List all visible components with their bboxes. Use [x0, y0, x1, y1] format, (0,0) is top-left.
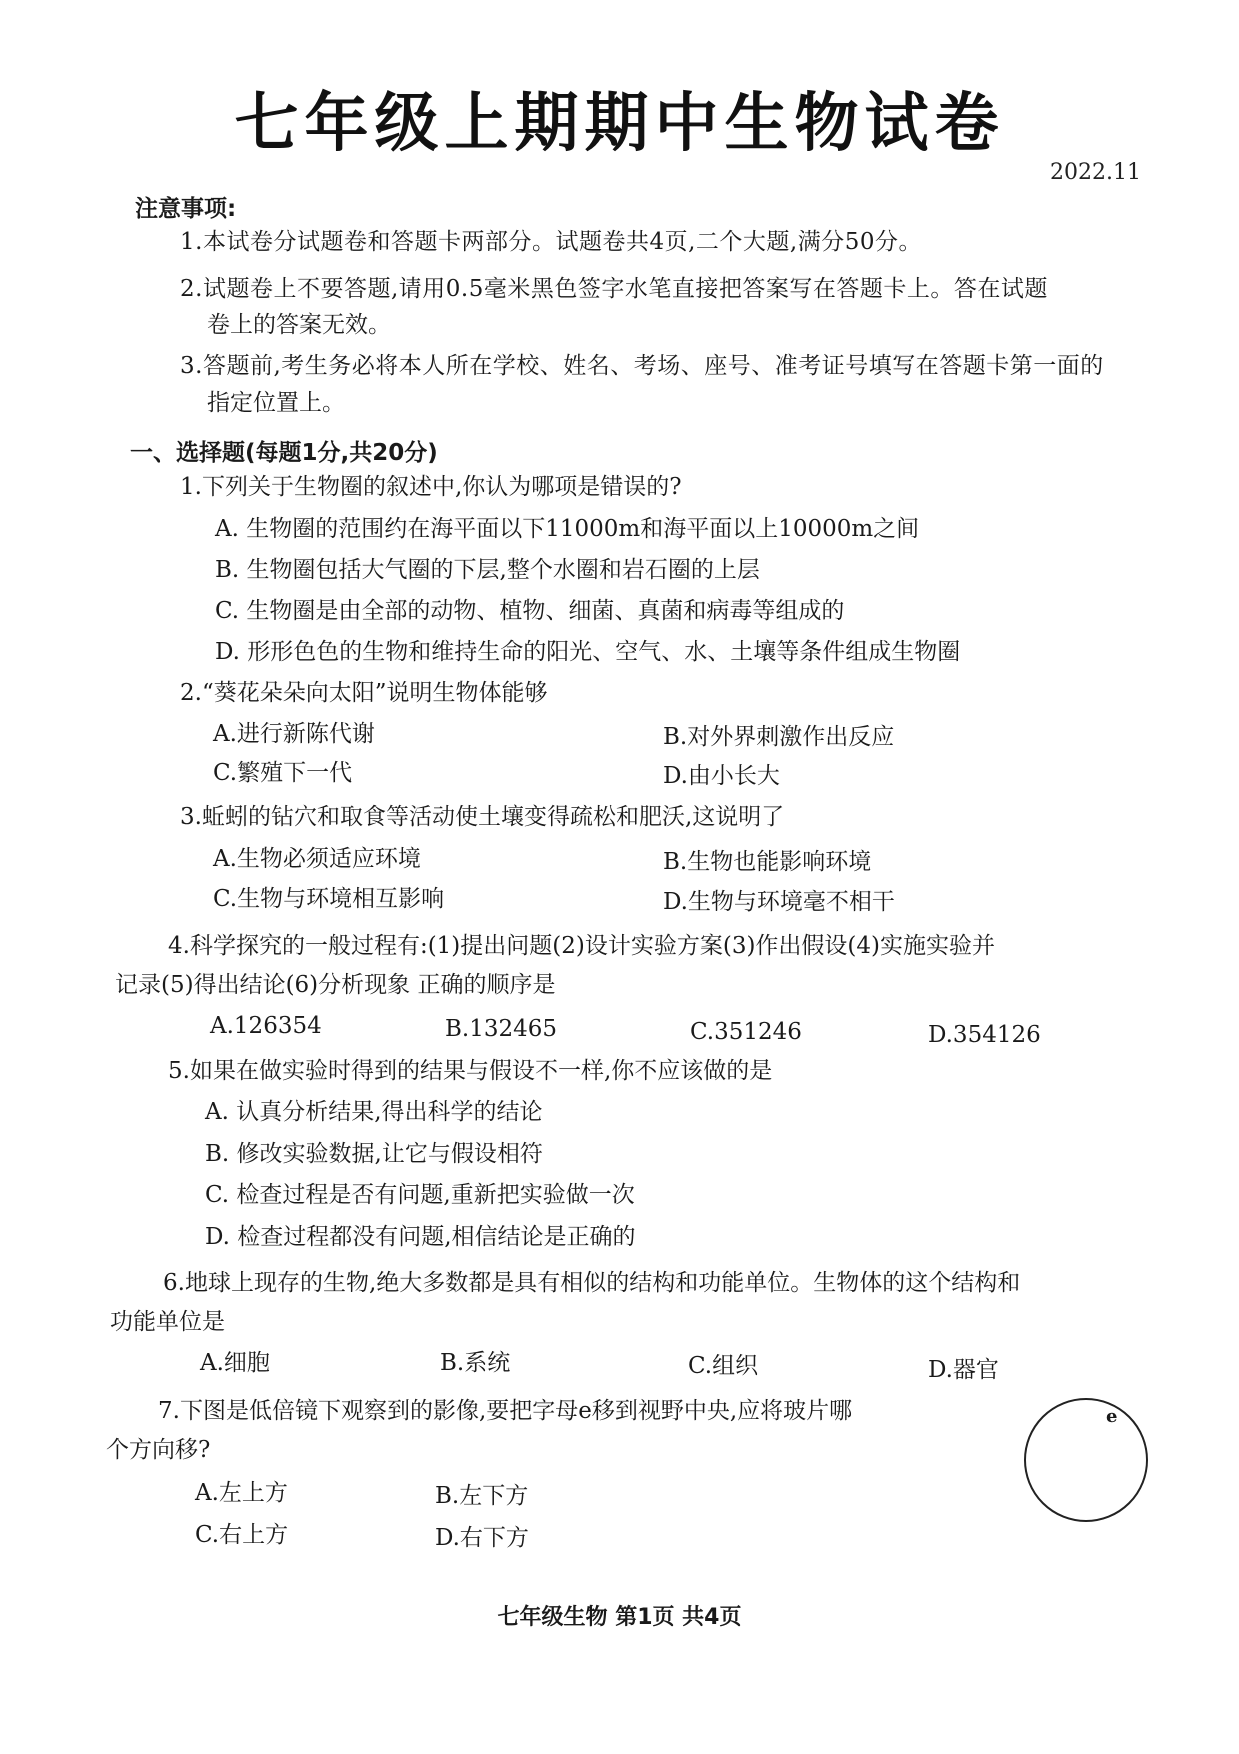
note-item: 指定位置上。: [207, 390, 345, 416]
question-4-option-a: A.126354: [210, 1013, 322, 1039]
question-2-option-c: C.繁殖下一代: [213, 760, 353, 786]
question-6-option-c: C.组织: [688, 1353, 759, 1379]
note-item: 1.本试卷分试题卷和答题卡两部分。试题卷共4页,二个大题,满分50分。: [180, 229, 922, 255]
question-4-stem-cont: 记录(5)得出结论(6)分析现象 正确的顺序是: [115, 972, 556, 998]
question-7-stem-cont: 个方向移?: [106, 1437, 211, 1463]
exam-date: 2022.11: [1050, 160, 1141, 185]
question-5-option-b: B. 修改实验数据,让它与假设相符: [205, 1141, 543, 1167]
question-6-option-a: A.细胞: [200, 1350, 270, 1376]
notes-heading: 注意事项:: [135, 196, 237, 222]
note-item: 2.试题卷上不要答题,请用0.5毫米黑色签字水笔直接把答案写在答题卡上。答在试题: [180, 276, 1048, 302]
page-title: 七年级上期期中生物试卷: [234, 87, 1005, 161]
question-6-option-d: D.器官: [928, 1357, 999, 1383]
question-2-stem: 2.“葵花朵朵向太阳”说明生物体能够: [180, 680, 548, 706]
question-3-option-b: B.生物也能影响环境: [663, 849, 872, 875]
question-7-option-c: C.右上方: [195, 1522, 289, 1548]
question-5-stem: 5.如果在做实验时得到的结果与假设不一样,你不应该做的是: [168, 1058, 773, 1084]
question-6-stem-cont: 功能单位是: [110, 1309, 225, 1335]
question-2-option-d: D.由小长大: [663, 763, 780, 789]
question-1-option-a: A. 生物圈的范围约在海平面以下11000m和海平面以上10000m之间: [215, 516, 920, 542]
section-heading: 一、选择题(每题1分,共20分): [130, 440, 438, 466]
question-1-option-b: B. 生物圈包括大气圈的下层,整个水圈和岩石圈的上层: [215, 557, 760, 583]
question-4-option-b: B.132465: [445, 1016, 558, 1042]
question-6-stem: 6.地球上现存的生物,绝大多数都是具有相似的结构和功能单位。生物体的这个结构和: [163, 1270, 1021, 1296]
question-5-option-d: D. 检查过程都没有问题,相信结论是正确的: [205, 1224, 636, 1250]
question-1-option-d: D. 形形色色的生物和维持生命的阳光、空气、水、土壤等条件组成生物圈: [215, 639, 961, 665]
question-5-option-c: C. 检查过程是否有问题,重新把实验做一次: [205, 1182, 635, 1208]
question-1-stem: 1.下列关于生物圈的叙述中,你认为哪项是错误的?: [180, 474, 682, 500]
question-3-option-c: C.生物与环境相互影响: [213, 886, 445, 912]
question-7-option-a: A.左上方: [195, 1480, 288, 1506]
question-6-option-b: B.系统: [440, 1350, 511, 1376]
note-item: 卷上的答案无效。: [207, 312, 391, 338]
question-3-stem: 3.蚯蚓的钻穴和取食等活动使土壤变得疏松和肥沃,这说明了: [180, 804, 785, 830]
question-5-option-a: A. 认真分析结果,得出科学的结论: [205, 1099, 543, 1125]
note-item: 3.答题前,考生务必将本人所在学校、姓名、考场、座号、准考证号填写在答题卡第一面的: [180, 353, 1104, 379]
question-3-option-d: D.生物与环境毫不相干: [663, 889, 895, 915]
question-7-stem: 7.下图是低倍镜下观察到的影像,要把字母e移到视野中央,应将玻片哪: [158, 1398, 853, 1424]
figure-letter: e: [1106, 1406, 1118, 1427]
question-2-option-b: B.对外界刺激作出反应: [663, 724, 895, 750]
question-3-option-a: A.生物必须适应环境: [213, 846, 421, 872]
question-2-option-a: A.进行新陈代谢: [213, 721, 375, 747]
page-footer: 七年级生物 第1页 共4页: [497, 1605, 742, 1630]
question-4-option-d: D.354126: [928, 1022, 1041, 1048]
question-7-option-b: B.左下方: [435, 1483, 529, 1509]
microscope-field-figure: [1024, 1398, 1148, 1522]
question-7-option-d: D.右下方: [435, 1525, 529, 1551]
question-4-stem: 4.科学探究的一般过程有:(1)提出问题(2)设计实验方案(3)作出假设(4)实施实验并: [168, 933, 996, 959]
question-1-option-c: C. 生物圈是由全部的动物、植物、细菌、真菌和病毒等组成的: [215, 598, 845, 624]
question-4-option-c: C.351246: [690, 1019, 802, 1045]
